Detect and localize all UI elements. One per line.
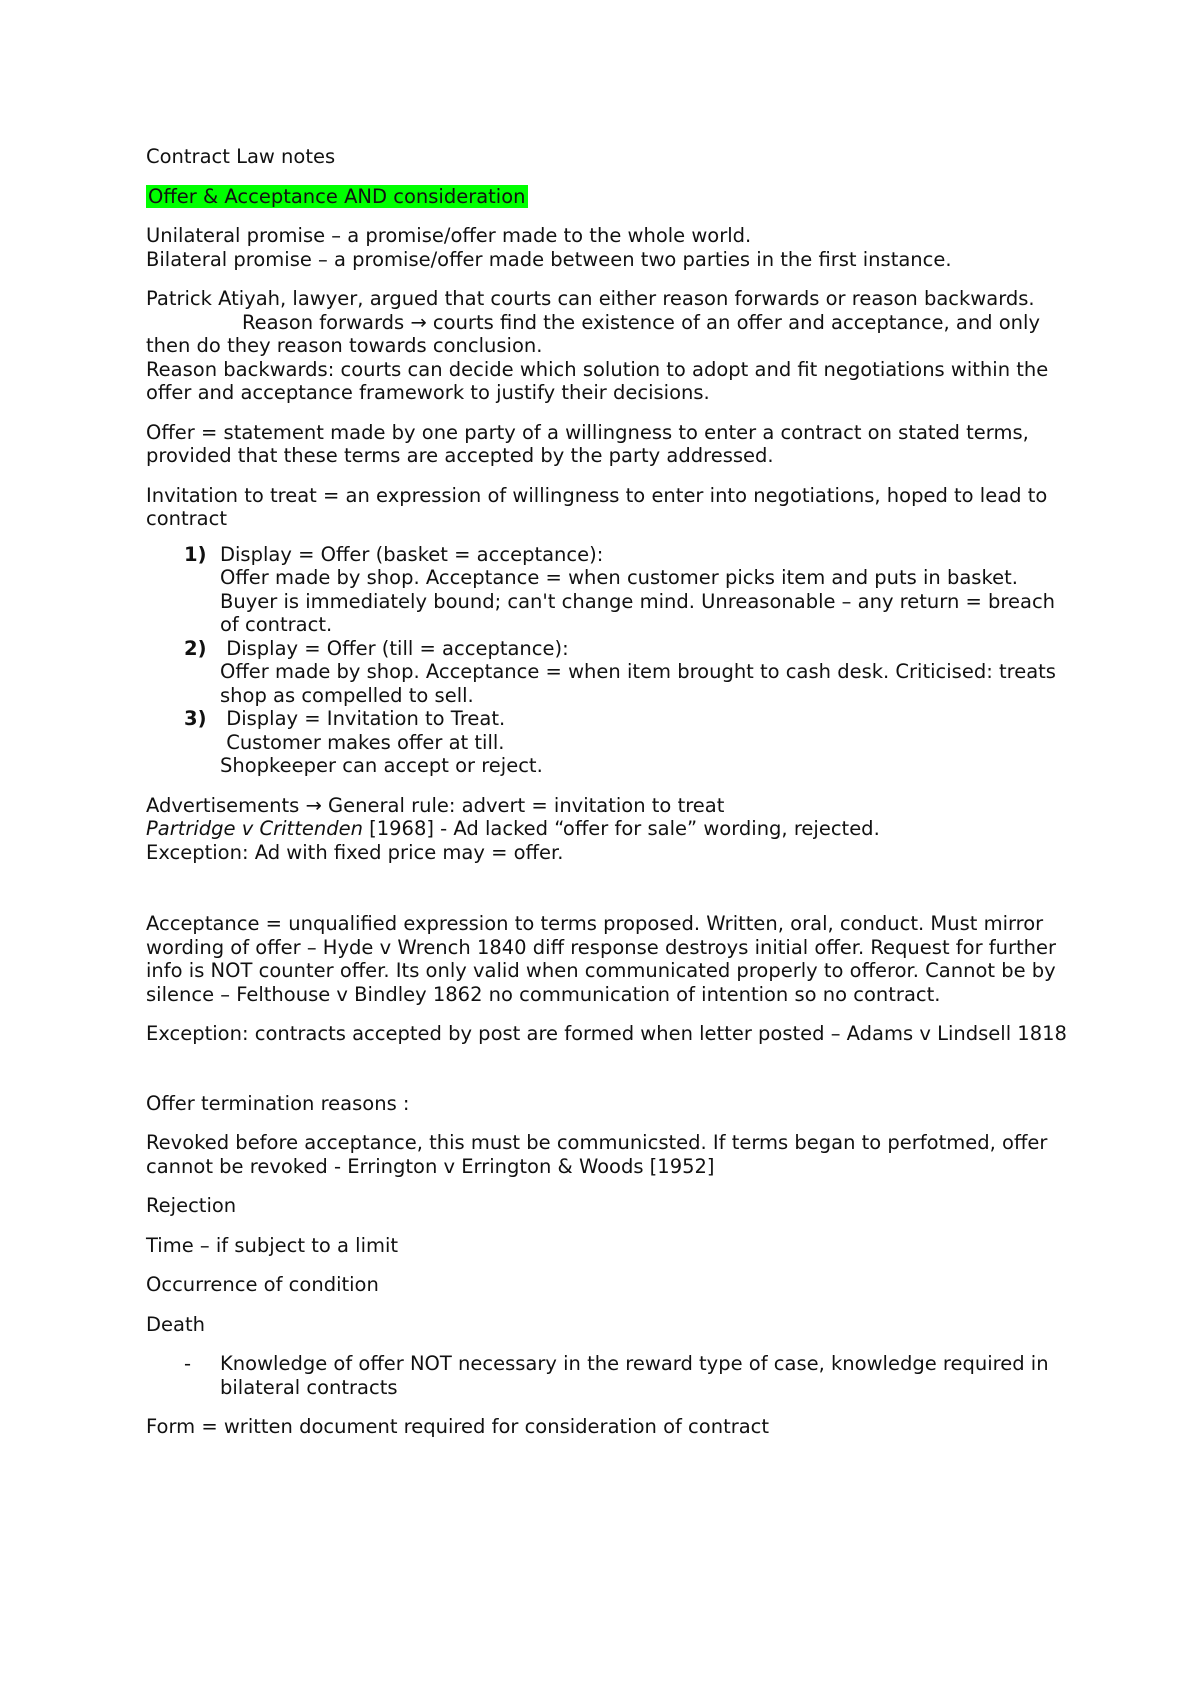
adverts-exception: Exception: Ad with fixed price may = offer. <box>146 840 564 864</box>
adverts-rule: Advertisements → General rule: advert = invitation to treat <box>146 793 725 817</box>
promises-paragraph <box>146 224 1076 271</box>
display-list <box>146 543 1076 778</box>
termination-heading: Offer termination reasons : <box>146 1091 410 1115</box>
list-number: 2) <box>184 636 207 660</box>
atiyah-intro: Patrick Atiyah, lawyer, argued that courts can either reason forwards or reason backwards. <box>146 287 1035 310</box>
adverts-paragraph <box>146 794 1076 865</box>
list-item <box>146 707 1076 778</box>
post-exception: Exception: contracts accepted by post are formed when letter posted – Adams v Lindsell 1818 <box>146 1022 1067 1045</box>
highlighted-heading: Offer & Acceptance AND consideration <box>148 184 526 208</box>
reason-backwards: Reason backwards: courts can decide which solution to adopt and fit negotiations within the offer and acceptance framework to justify their decisions. <box>146 357 1049 404</box>
list-item-body: Offer made by shop. Acceptance = when item brought to cash desk. Criticised: treats shop as compelled to sell. <box>220 660 1056 707</box>
termination-rejection: Rejection <box>146 1194 237 1217</box>
list-item-head: Display = Offer (basket = acceptance): <box>220 542 604 566</box>
list-item-body: Customer makes offer at till. <box>220 730 505 754</box>
knowledge-text: Knowledge of offer NOT necessary in the reward type of case, knowledge required in bilateral contracts <box>220 1352 1049 1399</box>
form-paragraph: Form = written document required for consideration of contract <box>146 1415 770 1438</box>
section-heading <box>146 185 1076 209</box>
termination-death: Death <box>146 1312 205 1336</box>
list-item-body: Shopkeeper can accept or reject. <box>220 754 543 777</box>
acceptance-paragraph: Acceptance = unqualified expression to terms proposed. Written, oral, conduct. Must mirror wording of offer – Hyde v Wrench 1840 diff response destroys initial offer. Request for further info is NOT counter offer. Its only valid when communicated properly to offeror. Cannot be by silence – Felthouse v Bindley 1862 no communication of intention so no contract. <box>146 912 1057 1006</box>
termination-condition: Occurrence of condition <box>146 1273 379 1296</box>
list-item-body: Offer made by shop. Acceptance = when customer picks item and puts in basket. Buyer is immediately bound; can't change mind. Unreasonable – any return = breach of contract. <box>220 566 1056 636</box>
termination-time: Time – if subject to a limit <box>146 1233 399 1257</box>
reason-forwards: Reason forwards → courts find the existence of an offer and acceptance, and only then do they reason towards conclusion. <box>146 310 1040 357</box>
document-body <box>146 145 1076 1455</box>
dash-bullet: - <box>184 1352 192 1375</box>
document-title: Contract Law notes <box>146 145 336 168</box>
list-item-head: Display = Offer (till = acceptance): <box>220 636 569 660</box>
atiyah-paragraph <box>146 287 1076 405</box>
case-detail: [1968] - Ad lacked “offer for sale” wording, rejected. <box>362 817 880 840</box>
list-item <box>146 543 1076 637</box>
termination-revoked: Revoked before acceptance, this must be communicsted. If terms began to perfotmed, offer cannot be revoked - Errington v Errington & Woods [1952] <box>146 1131 1048 1178</box>
itt-definition: Invitation to treat = an expression of willingness to enter into negotiations, hoped to lead to contract <box>146 483 1048 530</box>
dash-list <box>146 1352 1076 1399</box>
unilateral-promise: Unilateral promise – a promise/offer made to the whole world. <box>146 224 752 247</box>
bilateral-promise: Bilateral promise – a promise/offer made between two parties in the first instance. <box>146 247 952 271</box>
case-name: Partridge v Crittenden <box>146 817 363 840</box>
spacer <box>146 1046 1076 1092</box>
list-item-head: Display = Invitation to Treat. <box>220 707 506 730</box>
spacer <box>146 864 1076 912</box>
list-item <box>146 1352 1076 1399</box>
offer-definition: Offer = statement made by one party of a willingness to enter a contract on stated terms, provided that these terms are accepted by the party addressed. <box>146 420 1029 467</box>
list-number: 1) <box>184 542 207 566</box>
list-item <box>146 637 1076 708</box>
list-number: 3) <box>184 707 207 730</box>
